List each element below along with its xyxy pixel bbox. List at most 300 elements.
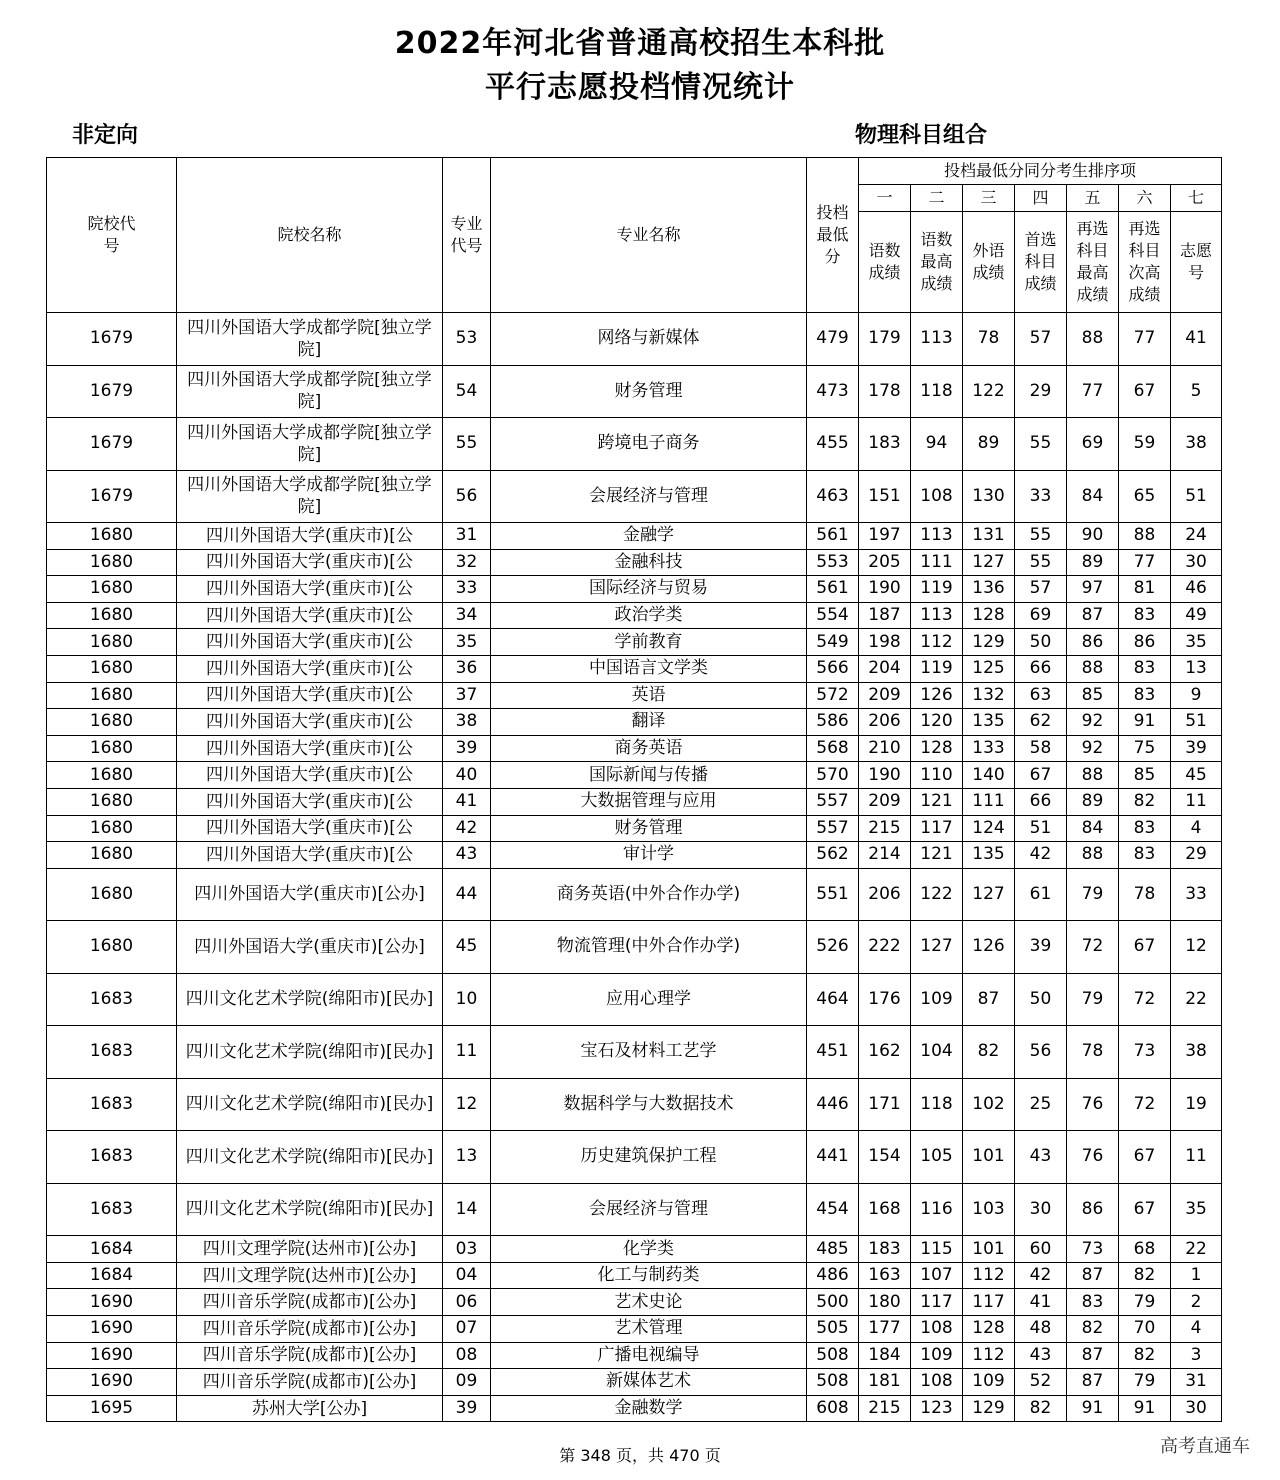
cell-min-score: 551 xyxy=(807,868,859,921)
cell-school-code: 1680 xyxy=(47,709,177,736)
cell-foreign-language-score: 127 xyxy=(963,549,1015,576)
cell-preference-number: 5 xyxy=(1171,365,1222,418)
cell-first-subject-score: 63 xyxy=(1015,682,1067,709)
cell-chinese-math-max: 104 xyxy=(911,1026,963,1079)
cell-foreign-language-score: 87 xyxy=(963,973,1015,1026)
cell-reselect-max-score: 79 xyxy=(1067,973,1119,1026)
cell-major-name: 跨境电子商务 xyxy=(491,418,807,471)
cell-chinese-math-max: 110 xyxy=(911,762,963,789)
cell-school-name: 四川外国语大学成都学院[独立学院] xyxy=(177,418,443,471)
cell-reselect-max-score: 76 xyxy=(1067,1078,1119,1131)
cell-school-code: 1680 xyxy=(47,842,177,869)
cell-first-subject-score: 62 xyxy=(1015,709,1067,736)
cell-major-name: 财务管理 xyxy=(491,815,807,842)
cell-first-subject-score: 66 xyxy=(1015,655,1067,682)
cell-school-code: 1683 xyxy=(47,973,177,1026)
cell-chinese-math-score: 210 xyxy=(859,735,911,762)
cell-major-name: 艺术史论 xyxy=(491,1289,807,1316)
table-row xyxy=(47,815,1222,842)
cell-min-score: 486 xyxy=(807,1262,859,1289)
cell-major-name: 宝石及材料工艺学 xyxy=(491,1026,807,1079)
cell-chinese-math-max: 119 xyxy=(911,576,963,603)
cell-major-code: 34 xyxy=(443,602,491,629)
cell-foreign-language-score: 109 xyxy=(963,1369,1015,1396)
cell-major-code: 11 xyxy=(443,1026,491,1079)
cell-chinese-math-max: 109 xyxy=(911,1342,963,1369)
cell-chinese-math-max: 126 xyxy=(911,682,963,709)
cell-major-name: 艺术管理 xyxy=(491,1316,807,1343)
cell-chinese-math-score: 176 xyxy=(859,973,911,1026)
cell-chinese-math-max: 109 xyxy=(911,973,963,1026)
cell-major-code: 32 xyxy=(443,549,491,576)
cell-preference-number: 22 xyxy=(1171,1236,1222,1263)
cell-school-name: 四川外国语大学(重庆市)[公办] xyxy=(177,921,443,974)
cell-first-subject-score: 30 xyxy=(1015,1183,1067,1236)
cell-preference-number: 9 xyxy=(1171,682,1222,709)
header-major-code: 专业代号 xyxy=(443,158,491,313)
cell-preference-number: 38 xyxy=(1171,1026,1222,1079)
cell-min-score: 508 xyxy=(807,1369,859,1396)
cell-school-code: 1680 xyxy=(47,921,177,974)
cell-foreign-language-score: 82 xyxy=(963,1026,1015,1079)
cell-reselect-second-score: 65 xyxy=(1119,470,1171,523)
cell-chinese-math-score: 215 xyxy=(859,815,911,842)
cell-chinese-math-score: 206 xyxy=(859,709,911,736)
cell-reselect-max-score: 87 xyxy=(1067,1369,1119,1396)
cell-school-name: 四川外国语大学(重庆市)[公 xyxy=(177,762,443,789)
cell-reselect-max-score: 85 xyxy=(1067,682,1119,709)
cell-preference-number: 11 xyxy=(1171,788,1222,815)
cell-reselect-max-score: 88 xyxy=(1067,655,1119,682)
cell-reselect-second-score: 77 xyxy=(1119,549,1171,576)
cell-reselect-max-score: 88 xyxy=(1067,762,1119,789)
cell-chinese-math-max: 113 xyxy=(911,602,963,629)
header-min-score: 投档最低分 xyxy=(807,158,859,313)
cell-major-code: 40 xyxy=(443,762,491,789)
cell-min-score: 562 xyxy=(807,842,859,869)
cell-school-name: 四川文化艺术学院(绵阳市)[民办] xyxy=(177,973,443,1026)
cell-chinese-math-max: 123 xyxy=(911,1395,963,1422)
cell-major-code: 36 xyxy=(443,655,491,682)
cell-major-code: 12 xyxy=(443,1078,491,1131)
cell-preference-number: 46 xyxy=(1171,576,1222,603)
cell-school-code: 1684 xyxy=(47,1262,177,1289)
cell-first-subject-score: 29 xyxy=(1015,365,1067,418)
cell-first-subject-score: 43 xyxy=(1015,1131,1067,1184)
cell-school-name: 四川外国语大学(重庆市)[公 xyxy=(177,842,443,869)
cell-chinese-math-score: 179 xyxy=(859,313,911,366)
cell-foreign-language-score: 133 xyxy=(963,735,1015,762)
table-row xyxy=(47,629,1222,656)
cell-chinese-math-max: 127 xyxy=(911,921,963,974)
table-row xyxy=(47,788,1222,815)
cell-foreign-language-score: 101 xyxy=(963,1131,1015,1184)
cell-major-code: 55 xyxy=(443,418,491,471)
table-row xyxy=(47,1342,1222,1369)
table-row xyxy=(47,1236,1222,1263)
cell-school-name: 四川文化艺术学院(绵阳市)[民办] xyxy=(177,1183,443,1236)
cell-first-subject-score: 60 xyxy=(1015,1236,1067,1263)
cell-first-subject-score: 33 xyxy=(1015,470,1067,523)
cell-major-name: 学前教育 xyxy=(491,629,807,656)
cell-chinese-math-max: 117 xyxy=(911,1289,963,1316)
cell-preference-number: 30 xyxy=(1171,549,1222,576)
cell-first-subject-score: 39 xyxy=(1015,921,1067,974)
cell-chinese-math-max: 116 xyxy=(911,1183,963,1236)
cell-reselect-max-score: 76 xyxy=(1067,1131,1119,1184)
cell-reselect-second-score: 77 xyxy=(1119,313,1171,366)
cell-foreign-language-score: 112 xyxy=(963,1262,1015,1289)
cell-chinese-math-max: 94 xyxy=(911,418,963,471)
cell-preference-number: 22 xyxy=(1171,973,1222,1026)
cell-min-score: 557 xyxy=(807,815,859,842)
cell-min-score: 549 xyxy=(807,629,859,656)
cell-preference-number: 19 xyxy=(1171,1078,1222,1131)
cell-reselect-second-score: 85 xyxy=(1119,762,1171,789)
cell-first-subject-score: 51 xyxy=(1015,815,1067,842)
cell-foreign-language-score: 131 xyxy=(963,523,1015,550)
header-rank-3: 三 xyxy=(963,185,1015,212)
cell-school-code: 1683 xyxy=(47,1078,177,1131)
watermark: 高考直通车 xyxy=(1160,1436,1250,1457)
cell-chinese-math-score: 209 xyxy=(859,682,911,709)
cell-chinese-math-score: 198 xyxy=(859,629,911,656)
cell-chinese-math-score: 190 xyxy=(859,762,911,789)
cell-school-name: 四川外国语大学成都学院[独立学院] xyxy=(177,470,443,523)
cell-chinese-math-max: 108 xyxy=(911,1316,963,1343)
cell-school-name: 四川外国语大学(重庆市)[公 xyxy=(177,602,443,629)
cell-reselect-second-score: 83 xyxy=(1119,682,1171,709)
cell-school-code: 1690 xyxy=(47,1342,177,1369)
page-footer: 第 348 页，共 470 页 xyxy=(559,1446,721,1465)
header-major-name: 专业名称 xyxy=(491,158,807,313)
cell-major-name: 金融数学 xyxy=(491,1395,807,1422)
cell-reselect-second-score: 72 xyxy=(1119,973,1171,1026)
header-rank-5: 五 xyxy=(1067,185,1119,212)
cell-chinese-math-max: 113 xyxy=(911,313,963,366)
table-row xyxy=(47,313,1222,366)
header-rank-item-5: 再选科目最高成绩 xyxy=(1067,212,1119,313)
cell-first-subject-score: 57 xyxy=(1015,313,1067,366)
cell-school-name: 四川文化艺术学院(绵阳市)[民办] xyxy=(177,1078,443,1131)
cell-reselect-second-score: 59 xyxy=(1119,418,1171,471)
cell-min-score: 455 xyxy=(807,418,859,471)
cell-foreign-language-score: 135 xyxy=(963,842,1015,869)
header-rank-7: 七 xyxy=(1171,185,1222,212)
cell-first-subject-score: 56 xyxy=(1015,1026,1067,1079)
header-school-code: 院校代号 xyxy=(47,158,177,313)
cell-min-score: 463 xyxy=(807,470,859,523)
cell-reselect-second-score: 79 xyxy=(1119,1289,1171,1316)
table-row xyxy=(47,655,1222,682)
cell-school-name: 四川外国语大学(重庆市)[公 xyxy=(177,523,443,550)
cell-reselect-max-score: 91 xyxy=(1067,1395,1119,1422)
cell-foreign-language-score: 135 xyxy=(963,709,1015,736)
cell-foreign-language-score: 101 xyxy=(963,1236,1015,1263)
cell-reselect-second-score: 81 xyxy=(1119,576,1171,603)
cell-major-code: 35 xyxy=(443,629,491,656)
cell-reselect-max-score: 69 xyxy=(1067,418,1119,471)
cell-chinese-math-score: 181 xyxy=(859,1369,911,1396)
cell-school-name: 四川音乐学院(成都市)[公办] xyxy=(177,1289,443,1316)
cell-preference-number: 1 xyxy=(1171,1262,1222,1289)
cell-major-name: 商务英语(中外合作办学) xyxy=(491,868,807,921)
cell-first-subject-score: 61 xyxy=(1015,868,1067,921)
table-body xyxy=(47,313,1222,1422)
cell-major-code: 10 xyxy=(443,973,491,1026)
cell-chinese-math-score: 183 xyxy=(859,1236,911,1263)
cell-school-name: 四川外国语大学(重庆市)[公 xyxy=(177,735,443,762)
cell-school-name: 四川外国语大学(重庆市)[公 xyxy=(177,655,443,682)
cell-preference-number: 33 xyxy=(1171,868,1222,921)
cell-school-name: 四川音乐学院(成都市)[公办] xyxy=(177,1342,443,1369)
cell-chinese-math-max: 113 xyxy=(911,523,963,550)
cell-foreign-language-score: 112 xyxy=(963,1342,1015,1369)
cell-reselect-max-score: 87 xyxy=(1067,1342,1119,1369)
cell-major-name: 翻译 xyxy=(491,709,807,736)
cell-chinese-math-max: 118 xyxy=(911,1078,963,1131)
cell-min-score: 570 xyxy=(807,762,859,789)
cell-min-score: 441 xyxy=(807,1131,859,1184)
cell-reselect-max-score: 84 xyxy=(1067,470,1119,523)
cell-chinese-math-max: 128 xyxy=(911,735,963,762)
cell-reselect-max-score: 89 xyxy=(1067,788,1119,815)
cell-first-subject-score: 55 xyxy=(1015,549,1067,576)
cell-major-name: 网络与新媒体 xyxy=(491,313,807,366)
cell-major-name: 化工与制药类 xyxy=(491,1262,807,1289)
cell-major-name: 物流管理(中外合作办学) xyxy=(491,921,807,974)
cell-chinese-math-max: 121 xyxy=(911,788,963,815)
cell-preference-number: 51 xyxy=(1171,470,1222,523)
cell-major-code: 45 xyxy=(443,921,491,974)
table-header xyxy=(47,158,1222,313)
cell-reselect-second-score: 86 xyxy=(1119,629,1171,656)
cell-major-name: 国际新闻与传播 xyxy=(491,762,807,789)
table-row xyxy=(47,1078,1222,1131)
cell-major-code: 43 xyxy=(443,842,491,869)
header-rank-4: 四 xyxy=(1015,185,1067,212)
cell-major-code: 04 xyxy=(443,1262,491,1289)
cell-school-name: 四川文化艺术学院(绵阳市)[民办] xyxy=(177,1026,443,1079)
cell-preference-number: 4 xyxy=(1171,1316,1222,1343)
cell-chinese-math-score: 168 xyxy=(859,1183,911,1236)
cell-chinese-math-max: 120 xyxy=(911,709,963,736)
cell-reselect-max-score: 88 xyxy=(1067,313,1119,366)
cell-school-name: 四川外国语大学成都学院[独立学院] xyxy=(177,313,443,366)
cell-first-subject-score: 50 xyxy=(1015,973,1067,1026)
cell-min-score: 479 xyxy=(807,313,859,366)
cell-chinese-math-max: 107 xyxy=(911,1262,963,1289)
cell-reselect-second-score: 79 xyxy=(1119,1369,1171,1396)
cell-reselect-max-score: 87 xyxy=(1067,602,1119,629)
cell-reselect-max-score: 89 xyxy=(1067,549,1119,576)
page-title-line1: 2022年河北省普通高校招生本科批 xyxy=(394,26,886,61)
cell-min-score: 568 xyxy=(807,735,859,762)
cell-reselect-second-score: 91 xyxy=(1119,709,1171,736)
cell-reselect-second-score: 82 xyxy=(1119,1262,1171,1289)
cell-chinese-math-max: 115 xyxy=(911,1236,963,1263)
cell-foreign-language-score: 102 xyxy=(963,1078,1015,1131)
cell-min-score: 500 xyxy=(807,1289,859,1316)
cell-school-code: 1680 xyxy=(47,576,177,603)
header-rank-item-3: 外语成绩 xyxy=(963,212,1015,313)
cell-school-name: 四川外国语大学(重庆市)[公 xyxy=(177,709,443,736)
cell-first-subject-score: 57 xyxy=(1015,576,1067,603)
cell-major-name: 大数据管理与应用 xyxy=(491,788,807,815)
table-row xyxy=(47,682,1222,709)
cell-min-score: 526 xyxy=(807,921,859,974)
cell-reselect-max-score: 72 xyxy=(1067,921,1119,974)
cell-school-code: 1680 xyxy=(47,762,177,789)
cell-school-code: 1680 xyxy=(47,655,177,682)
cell-reselect-max-score: 92 xyxy=(1067,735,1119,762)
cell-school-code: 1690 xyxy=(47,1369,177,1396)
cell-major-code: 13 xyxy=(443,1131,491,1184)
cell-major-code: 06 xyxy=(443,1289,491,1316)
cell-first-subject-score: 55 xyxy=(1015,523,1067,550)
cell-first-subject-score: 82 xyxy=(1015,1395,1067,1422)
table-row xyxy=(47,842,1222,869)
cell-reselect-max-score: 87 xyxy=(1067,1262,1119,1289)
table-row xyxy=(47,973,1222,1026)
cell-preference-number: 30 xyxy=(1171,1395,1222,1422)
cell-school-name: 四川外国语大学(重庆市)[公 xyxy=(177,629,443,656)
cell-school-code: 1690 xyxy=(47,1289,177,1316)
cell-reselect-second-score: 72 xyxy=(1119,1078,1171,1131)
table-row xyxy=(47,576,1222,603)
cell-min-score: 473 xyxy=(807,365,859,418)
cell-min-score: 451 xyxy=(807,1026,859,1079)
cell-min-score: 454 xyxy=(807,1183,859,1236)
cell-preference-number: 35 xyxy=(1171,1183,1222,1236)
cell-foreign-language-score: 117 xyxy=(963,1289,1015,1316)
table-row xyxy=(47,921,1222,974)
cell-school-code: 1683 xyxy=(47,1026,177,1079)
cell-reselect-max-score: 92 xyxy=(1067,709,1119,736)
cell-reselect-second-score: 83 xyxy=(1119,602,1171,629)
cell-chinese-math-score: 154 xyxy=(859,1131,911,1184)
cell-major-name: 新媒体艺术 xyxy=(491,1369,807,1396)
cell-school-code: 1695 xyxy=(47,1395,177,1422)
table-row xyxy=(47,523,1222,550)
cell-foreign-language-score: 129 xyxy=(963,629,1015,656)
cell-foreign-language-score: 124 xyxy=(963,815,1015,842)
cell-min-score: 464 xyxy=(807,973,859,1026)
cell-reselect-second-score: 83 xyxy=(1119,842,1171,869)
cell-first-subject-score: 55 xyxy=(1015,418,1067,471)
cell-reselect-second-score: 73 xyxy=(1119,1026,1171,1079)
table-row xyxy=(47,365,1222,418)
cell-major-code: 53 xyxy=(443,313,491,366)
cell-school-code: 1683 xyxy=(47,1131,177,1184)
cell-first-subject-score: 52 xyxy=(1015,1369,1067,1396)
cell-major-code: 03 xyxy=(443,1236,491,1263)
cell-major-code: 41 xyxy=(443,788,491,815)
cell-reselect-second-score: 68 xyxy=(1119,1236,1171,1263)
cell-school-name: 四川音乐学院(成都市)[公办] xyxy=(177,1316,443,1343)
table-row xyxy=(47,735,1222,762)
cell-foreign-language-score: 128 xyxy=(963,602,1015,629)
cell-preference-number: 3 xyxy=(1171,1342,1222,1369)
cell-school-name: 四川文化艺术学院(绵阳市)[民办] xyxy=(177,1131,443,1184)
table-row xyxy=(47,602,1222,629)
cell-foreign-language-score: 78 xyxy=(963,313,1015,366)
subject-combination-label: 物理科目组合 xyxy=(855,123,988,148)
table-row xyxy=(47,1369,1222,1396)
cell-major-name: 国际经济与贸易 xyxy=(491,576,807,603)
cell-chinese-math-score: 151 xyxy=(859,470,911,523)
page-title-line2: 平行志愿投档情况统计 xyxy=(485,70,795,105)
cell-min-score: 561 xyxy=(807,576,859,603)
cell-reselect-max-score: 86 xyxy=(1067,629,1119,656)
cell-foreign-language-score: 122 xyxy=(963,365,1015,418)
cell-major-name: 历史建筑保护工程 xyxy=(491,1131,807,1184)
cell-first-subject-score: 42 xyxy=(1015,1262,1067,1289)
cell-first-subject-score: 48 xyxy=(1015,1316,1067,1343)
cell-major-name: 政治学类 xyxy=(491,602,807,629)
cell-reselect-second-score: 70 xyxy=(1119,1316,1171,1343)
cell-chinese-math-score: 222 xyxy=(859,921,911,974)
cell-major-code: 33 xyxy=(443,576,491,603)
cell-chinese-math-score: 209 xyxy=(859,788,911,815)
cell-chinese-math-score: 204 xyxy=(859,655,911,682)
table-row xyxy=(47,470,1222,523)
cell-major-name: 会展经济与管理 xyxy=(491,1183,807,1236)
cell-preference-number: 13 xyxy=(1171,655,1222,682)
cell-min-score: 446 xyxy=(807,1078,859,1131)
cell-major-name: 应用心理学 xyxy=(491,973,807,1026)
cell-school-code: 1683 xyxy=(47,1183,177,1236)
table-row xyxy=(47,1395,1222,1422)
cell-min-score: 566 xyxy=(807,655,859,682)
cell-min-score: 557 xyxy=(807,788,859,815)
cell-first-subject-score: 69 xyxy=(1015,602,1067,629)
cell-reselect-second-score: 67 xyxy=(1119,1131,1171,1184)
cell-school-code: 1690 xyxy=(47,1316,177,1343)
cell-chinese-math-score: 184 xyxy=(859,1342,911,1369)
cell-major-name: 中国语言文学类 xyxy=(491,655,807,682)
cell-foreign-language-score: 136 xyxy=(963,576,1015,603)
cell-school-code: 1679 xyxy=(47,418,177,471)
cell-major-name: 英语 xyxy=(491,682,807,709)
cell-chinese-math-score: 178 xyxy=(859,365,911,418)
cell-min-score: 561 xyxy=(807,523,859,550)
cell-major-name: 审计学 xyxy=(491,842,807,869)
cell-min-score: 608 xyxy=(807,1395,859,1422)
cell-first-subject-score: 58 xyxy=(1015,735,1067,762)
cell-reselect-second-score: 67 xyxy=(1119,365,1171,418)
cell-school-name: 四川外国语大学(重庆市)[公 xyxy=(177,682,443,709)
cell-reselect-second-score: 67 xyxy=(1119,1183,1171,1236)
cell-first-subject-score: 43 xyxy=(1015,1342,1067,1369)
cell-school-name: 四川外国语大学(重庆市)[公 xyxy=(177,815,443,842)
cell-school-name: 苏州大学[公办] xyxy=(177,1395,443,1422)
cell-chinese-math-score: 190 xyxy=(859,576,911,603)
cell-major-code: 31 xyxy=(443,523,491,550)
cell-chinese-math-max: 105 xyxy=(911,1131,963,1184)
cell-preference-number: 2 xyxy=(1171,1289,1222,1316)
cell-major-code: 14 xyxy=(443,1183,491,1236)
cell-min-score: 485 xyxy=(807,1236,859,1263)
cell-preference-number: 49 xyxy=(1171,602,1222,629)
cell-reselect-second-score: 83 xyxy=(1119,655,1171,682)
cell-first-subject-score: 66 xyxy=(1015,788,1067,815)
cell-chinese-math-score: 205 xyxy=(859,549,911,576)
cell-major-name: 广播电视编导 xyxy=(491,1342,807,1369)
category-label: 非定向 xyxy=(72,123,139,148)
header-rank-item-1: 语数成绩 xyxy=(859,212,911,313)
cell-school-code: 1679 xyxy=(47,313,177,366)
